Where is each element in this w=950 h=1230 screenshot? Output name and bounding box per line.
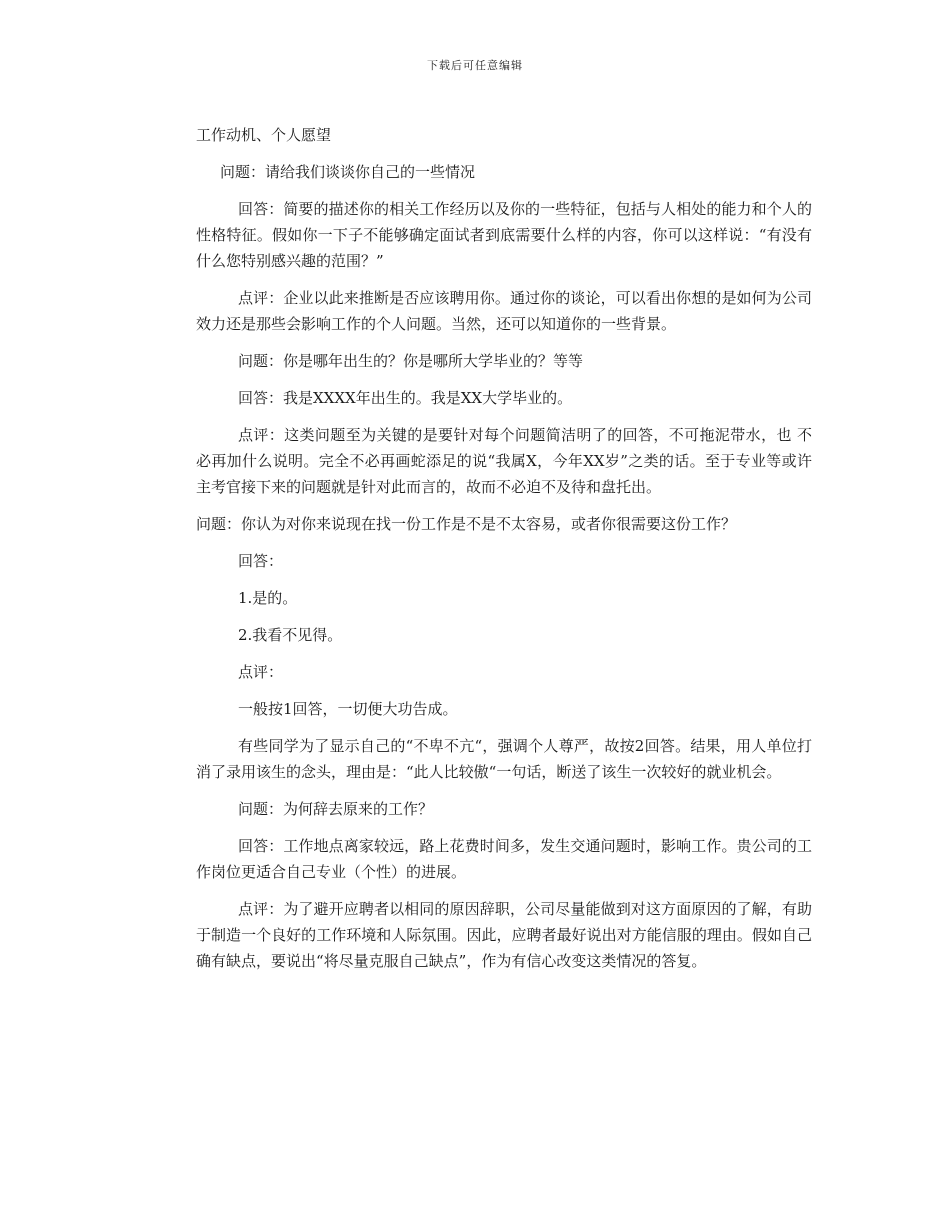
- paragraph-answer-3-label: 回答：: [238, 552, 284, 570]
- paragraph-comment-4: 点评：为了避开应聘者以相同的原因辞职，公司尽量能做到对这方面原因的了解，有助于制造一个良好的工作环境和人际氛围。因此，应聘者最好说出对方能信服的理由。假如自己确有缺点，要说出“将尽量克服自己缺点”，作为有信心改变这类情况的答复。: [196, 900, 812, 970]
- paragraph-answer-4: 回答：工作地点离家较远，路上花费时间多，发生交通问题时，影响工作。贵公司的工作岗位更适合自己专业（个性）的进展。: [196, 837, 812, 881]
- section-title: 工作动机、个人愿望: [196, 126, 332, 144]
- paragraph-answer-3-option-2: 2.我看不见得。: [238, 626, 343, 644]
- paragraph-question-4: 问题：为何辞去原来的工作？: [238, 800, 434, 818]
- paragraph-answer-3-option-1: 1.是的。: [238, 589, 298, 607]
- page-header: 下载后可任意编辑: [427, 59, 523, 72]
- paragraph-comment-3-label: 点评：: [238, 663, 284, 681]
- paragraph-comment-3-line-1: 一般按1回答，一切便大功告成。: [238, 700, 458, 718]
- paragraph-question-2: 问题：你是哪年出生的？你是哪所大学毕业的？等等: [238, 352, 584, 370]
- document-body: [196, 122, 812, 985]
- paragraph-answer-2: 回答：我是XXXX年出生的。我是XX大学毕业的。: [238, 389, 573, 407]
- paragraph-question-1: 问题：请给我们谈谈你自己的一些情况: [220, 163, 476, 181]
- paragraph-comment-1: 点评：企业以此来推断是否应该聘用你。通过你的谈论，可以看出你想的是如何为公司效力还是那些会影响工作的个人问题。当然，还可以知道你的一些背景。: [196, 289, 812, 333]
- paragraph-comment-2: 点评：这类问题至为关键的是要针对每个问题简洁明了的回答，不可拖泥带水，也 不必再加什么说明。完全不必再画蛇添足的说“我属X，今年XX岁”之类的话。至于专业等或许主考官接下来的问题就是针对此而言的，故而不必迫不及待和盘托出。: [196, 426, 812, 496]
- paragraph-answer-1: 回答：简要的描述你的相关工作经历以及你的一些特征，包括与人相处的能力和个人的性格特征。假如你一下子不能够确定面试者到底需要什么样的内容，你可以这样说：“有没有什么您特别感兴趣的范围？”: [196, 200, 812, 270]
- paragraph-question-3: 问题：你认为对你来说现在找一份工作是不是不太容易，或者你很需要这份工作？: [196, 515, 737, 533]
- paragraph-comment-3-line-2: 有些同学为了显示自己的“不卑不亢“，强调个人尊严，故按2回答。结果，用人单位打消了录用该生的念头，理由是：“此人比较傲“一句话，断送了该生一次较好的就业机会。: [196, 737, 812, 781]
